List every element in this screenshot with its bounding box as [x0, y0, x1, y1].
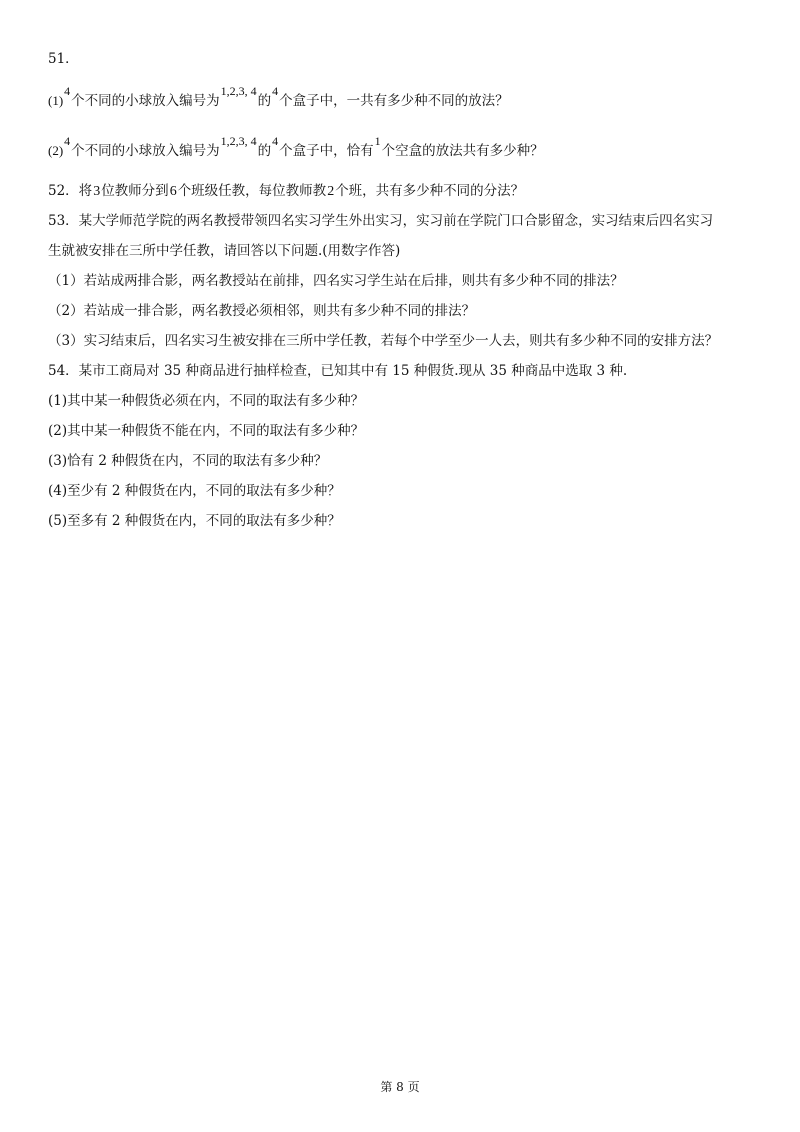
question-51-part-2: (2)4个不同的小球放入编号为1,2,3, 4的4个盒子中，恰有1个空盒的放法共有多少种？ [48, 134, 544, 159]
question-54-part-3: (3)恰有 2 种假货在内，不同的取法有多少种？ [48, 453, 328, 469]
question-53-part-3: （3）实习结束后，四名实习生被安排在三所中学任教，若每个中学至少一人去，则共有多少种不同的安排方法？ [48, 333, 719, 349]
question-53-part-2: （2）若站成一排合影，两名教授必须相邻，则共有多少种不同的排法？ [48, 303, 476, 319]
question-54-part-2: (2)其中某一种假货不能在内，不同的取法有多少种？ [48, 423, 365, 439]
question-54-part-4: (4)至少有 2 种假货在内，不同的取法有多少种？ [48, 483, 341, 499]
question-52: 52．将3位教师分到6个班级任教，每位教师教2个班，共有多少种不同的分法？ [48, 183, 525, 199]
question-54-intro: 54．某市工商局对 35 种商品进行抽样检查，已知其中有 15 种假货.现从 35 种商品中选取 3 种. [48, 363, 628, 379]
question-53-part-1: （1）若站成两排合影，两名教授站在前排，四名实习学生站在后排，则共有多少种不同的排法？ [48, 273, 624, 289]
question-51-number: 51． [48, 51, 79, 67]
question-54-part-1: (1)其中某一种假货必须在内，不同的取法有多少种？ [48, 393, 365, 409]
page-number: 第 8 页 [380, 1080, 420, 1094]
question-53-line-2: 生就被安排在三所中学任教，请回答以下问题.(用数字作答) [48, 243, 401, 259]
question-54-part-5: (5)至多有 2 种假货在内，不同的取法有多少种？ [48, 513, 341, 529]
question-53-line-1: 53．某大学师范学院的两名教授带领四名实习学生外出实习，实习前在学院门口合影留念，实习结束后四名实习 [48, 213, 714, 229]
question-51-part-1: (1)4个不同的小球放入编号为1,2,3, 4的4个盒子中，一共有多少种不同的放法？ [48, 84, 509, 109]
